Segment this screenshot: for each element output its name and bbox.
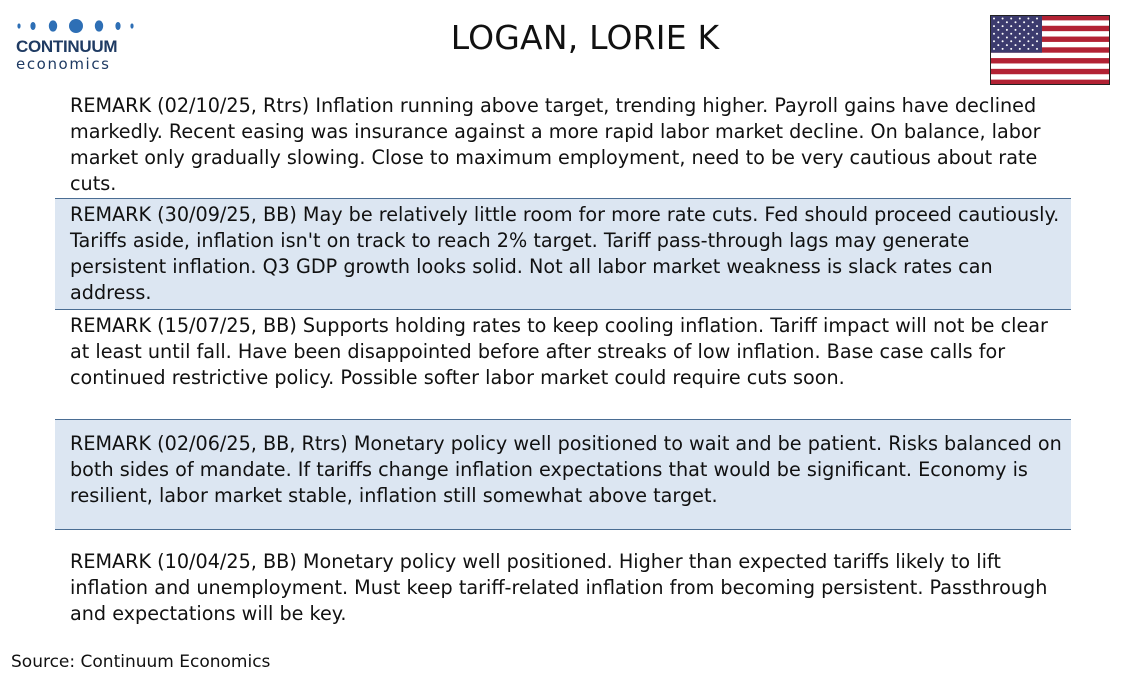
source-note: Source: Continuum Economics xyxy=(11,652,271,672)
remark-item xyxy=(55,310,1071,420)
us-flag-icon xyxy=(990,15,1110,85)
remark-item xyxy=(55,420,1071,530)
logo-sub-text: economics xyxy=(16,55,111,73)
remark-item xyxy=(55,530,1071,630)
remark-item xyxy=(55,199,1071,310)
remark-text: REMARK (02/10/25, Rtrs) Inflation running above target, trending higher. Payroll gains have declined markedly. Recent easing was insurance against a more rapid labor market decline. On balance, labor market only gradually slowing. Close to maximum employment, need to be very cautious about rate cuts. xyxy=(70,94,1041,195)
remark-text: REMARK (10/04/25, BB) Monetary policy well positioned. Higher than expected tariffs likely to lift inflation and unemployment. Must keep tariff-related inflation from becoming persistent. Passthrough and expectations will be key. xyxy=(70,550,1048,625)
remark-text: REMARK (15/07/25, BB) Supports holding rates to keep cooling inflation. Tariff impact will not be clear at least until fall. Have been disappointed before after streaks of low inflation. Base case calls for continued restrictive policy. Possible softer labor market could require cuts soon. xyxy=(70,314,1048,389)
remark-text: REMARK (30/09/25, BB) May be relatively little room for more rate cuts. Fed should proceed cautiously. Tariffs aside, inflation isn't on track to reach 2% target. Tariff pass-through lags may generate persistent inflation. Q3 GDP growth looks solid. Not all labor market weakness is slack rates can address. xyxy=(70,203,1060,304)
logo-brand-text: CONTINUUM xyxy=(16,37,118,56)
remark-text: REMARK (02/06/25, BB, Rtrs) Monetary policy well positioned to wait and be patient. Risks balanced on both sides of mandate. If tariffs change inflation expectations that would be significant. Economy is resilient, labor market stable, inflation still somewhat above target. xyxy=(70,432,1062,507)
page-title: LOGAN, LORIE K xyxy=(450,18,720,57)
remark-item xyxy=(55,92,1071,199)
